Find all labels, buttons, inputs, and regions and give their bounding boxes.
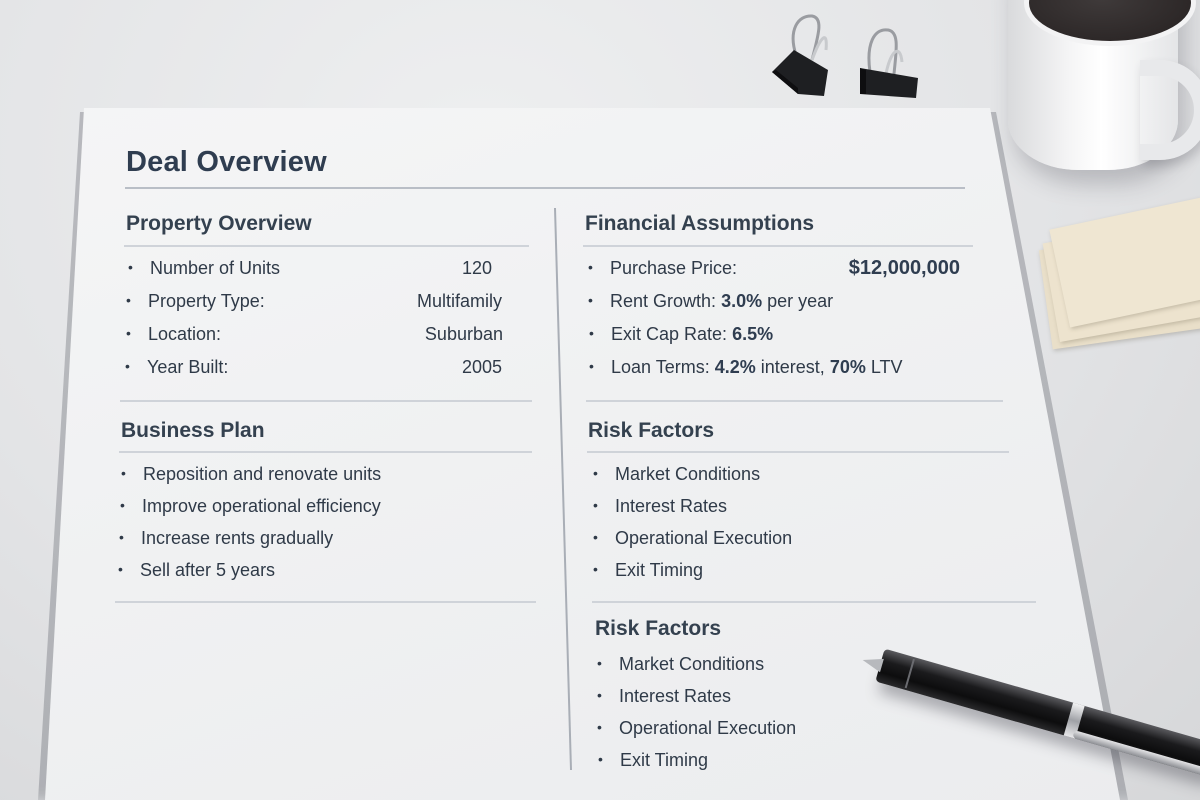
loan-ltv-value: 70% xyxy=(829,357,866,377)
bullet-icon: • xyxy=(588,259,593,275)
item-value: 120 xyxy=(461,258,492,278)
item-label: Operational Execution xyxy=(615,528,793,548)
item-label: Sell after 5 years xyxy=(140,560,276,580)
bullet-icon: • xyxy=(593,497,598,513)
item-label: Rent Growth: xyxy=(610,291,717,311)
item-label: Loan Terms: xyxy=(611,357,710,377)
item-value: Multifamily xyxy=(416,291,502,311)
item-label: Increase rents gradually xyxy=(141,528,334,548)
section-divider xyxy=(592,601,1036,603)
item-label: Improve operational efficiency xyxy=(142,496,381,516)
item-label: Property Type: xyxy=(148,291,265,311)
coffee-mug-handle xyxy=(1140,60,1200,160)
section-heading: Property Overview xyxy=(126,212,312,235)
item-label: Location: xyxy=(148,324,222,344)
list-item xyxy=(593,496,727,517)
binder-clip-icon xyxy=(856,22,936,102)
item-label: Operational Execution xyxy=(619,718,797,738)
bullet-icon: • xyxy=(126,292,131,308)
bullet-icon: • xyxy=(126,325,131,341)
title-divider xyxy=(125,187,965,189)
list-item xyxy=(128,258,280,279)
bullet-icon: • xyxy=(593,561,598,577)
bullet-icon: • xyxy=(597,719,602,735)
item-label: Purchase Price: xyxy=(610,258,738,278)
list-item xyxy=(120,496,381,517)
page-title: Deal Overview xyxy=(126,146,327,178)
bullet-icon: • xyxy=(589,358,594,374)
bullet-icon: • xyxy=(593,465,598,481)
section-heading: Risk Factors xyxy=(595,617,722,640)
item-label: Year Built: xyxy=(147,357,229,377)
section-heading: Financial Assumptions xyxy=(585,212,815,235)
list-item xyxy=(598,750,708,771)
list-item xyxy=(593,464,760,485)
list-item-purchase-price xyxy=(588,258,737,279)
section-heading: Business Plan xyxy=(121,419,265,442)
section-heading: Risk Factors xyxy=(588,419,715,442)
list-item xyxy=(126,324,221,345)
list-item xyxy=(597,654,764,675)
list-item-loan-terms xyxy=(589,357,903,378)
item-text: interest, xyxy=(760,357,825,377)
rent-growth-value: 3.0% xyxy=(721,291,763,311)
list-item xyxy=(593,528,792,549)
purchase-price-value: $12,000,000 xyxy=(848,257,960,279)
item-label: Reposition and renovate units xyxy=(143,464,382,484)
list-item xyxy=(597,686,731,707)
bullet-icon: • xyxy=(588,292,593,308)
list-item xyxy=(126,291,265,312)
item-label: Interest Rates xyxy=(615,496,728,516)
item-label: Number of Units xyxy=(150,258,281,278)
bullet-icon: • xyxy=(128,259,133,275)
item-label: Exit Timing xyxy=(620,750,709,770)
item-label: Exit Cap Rate: xyxy=(611,324,728,344)
item-suffix: LTV xyxy=(870,357,903,377)
list-item-rent-growth xyxy=(588,291,833,312)
section-divider xyxy=(586,400,1003,402)
item-label: Interest Rates xyxy=(619,686,732,706)
section-divider xyxy=(120,400,532,402)
bullet-icon: • xyxy=(593,529,598,545)
loan-rate-value: 4.2% xyxy=(714,357,756,377)
list-item-exit-cap xyxy=(589,324,773,345)
bullet-icon: • xyxy=(120,497,125,513)
bullet-icon: • xyxy=(597,687,602,703)
exit-cap-value: 6.5% xyxy=(732,324,774,344)
list-item xyxy=(597,718,796,739)
item-value: 2005 xyxy=(461,357,502,377)
list-item xyxy=(118,560,275,581)
list-item xyxy=(593,560,703,581)
section-divider xyxy=(119,451,532,453)
section-divider xyxy=(587,451,1009,453)
section-divider xyxy=(115,601,536,603)
bullet-icon: • xyxy=(589,325,594,341)
item-label: Exit Timing xyxy=(615,560,704,580)
item-label: Market Conditions xyxy=(619,654,765,674)
bullet-icon: • xyxy=(118,561,123,577)
item-label: Market Conditions xyxy=(615,464,761,484)
list-item xyxy=(121,464,381,485)
bullet-icon: • xyxy=(597,655,602,671)
binder-clip-icon xyxy=(768,10,848,100)
list-item xyxy=(125,357,228,378)
bullet-icon: • xyxy=(598,751,603,767)
item-value: Suburban xyxy=(424,324,503,344)
section-divider xyxy=(124,245,529,247)
bullet-icon: • xyxy=(121,465,126,481)
list-item xyxy=(119,528,333,549)
item-suffix: per year xyxy=(767,291,834,311)
bullet-icon: • xyxy=(119,529,124,545)
pen-band xyxy=(905,659,915,688)
section-divider xyxy=(583,245,973,247)
bullet-icon: • xyxy=(125,358,130,374)
